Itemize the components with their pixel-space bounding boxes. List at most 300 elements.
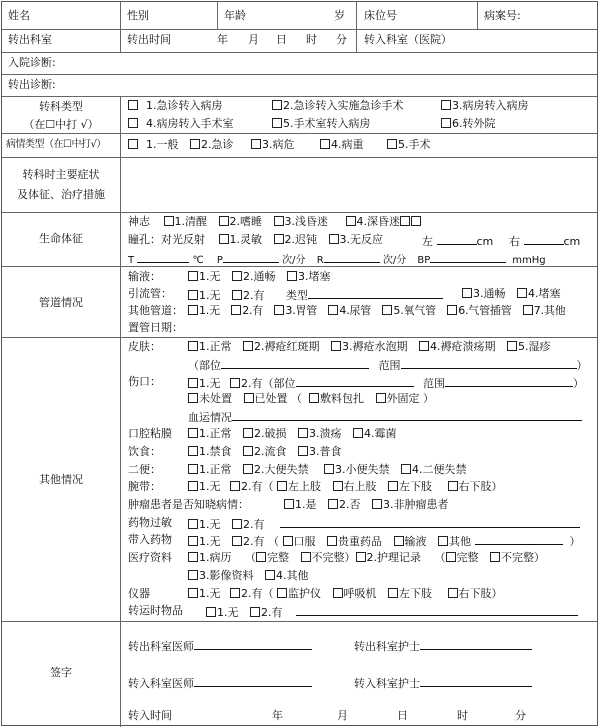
checkbox-icon[interactable]	[128, 118, 138, 128]
condition-option-1[interactable]	[128, 138, 179, 152]
other-label: 其他情况	[39, 473, 83, 486]
excretion-label: 二便：	[128, 463, 161, 476]
bed-label: 床位号	[364, 9, 397, 22]
paren: （	[434, 551, 446, 564]
option-label: 4.其他	[276, 569, 309, 582]
records-line-1	[188, 551, 545, 565]
option-label: 右下肢）	[458, 480, 503, 493]
option-label: 右上肢	[343, 480, 377, 493]
transport-options	[206, 604, 578, 620]
option-label: 2.急诊	[201, 138, 234, 151]
wristband-options	[188, 480, 503, 494]
name-label: 姓名	[8, 9, 30, 22]
checkbox-icon[interactable]	[188, 290, 198, 300]
checkbox-icon[interactable]	[284, 499, 294, 509]
day-label: 日	[276, 33, 287, 46]
checkbox-icon[interactable]	[188, 481, 198, 491]
device-options	[188, 587, 503, 601]
checkbox-icon[interactable]	[188, 552, 198, 562]
skin-site-field[interactable]	[221, 357, 369, 369]
checkbox-icon[interactable]	[372, 499, 382, 509]
option-label: 5.湿疹	[518, 340, 551, 353]
minute-label: 分	[515, 709, 526, 722]
skin-site-row	[188, 357, 588, 373]
divider	[217, 2, 218, 29]
out-dept-label: 转出科室	[8, 33, 52, 46]
checkbox-icon[interactable]	[272, 118, 282, 128]
checkbox-icon[interactable]	[333, 588, 343, 598]
option-label: 3.胃管	[285, 304, 318, 317]
option-label: 3.病房转入病房	[452, 99, 529, 112]
checkbox-icon[interactable]	[301, 552, 311, 562]
paren: ）	[576, 359, 588, 372]
option-label: 1.无	[199, 480, 221, 493]
option-label: 1.无	[199, 377, 221, 390]
option-label: 2.否	[339, 498, 361, 511]
checkbox-icon[interactable]	[206, 607, 216, 617]
skin-label: 皮肤：	[128, 340, 161, 353]
option-label: 1.病历	[199, 551, 232, 564]
checkbox-icon[interactable]	[287, 271, 297, 281]
divider	[2, 52, 597, 53]
label-line: 转科类型	[39, 100, 83, 113]
checkbox-icon[interactable]	[219, 234, 229, 244]
option-label: 1.正常	[199, 427, 232, 440]
blood-label: 血运情况	[188, 411, 232, 424]
option-label: 4.病房转入手术室	[146, 117, 234, 130]
pupil-row	[128, 233, 383, 247]
vitals-row	[128, 251, 546, 268]
checkbox-icon[interactable]	[331, 341, 341, 351]
checkbox-icon[interactable]	[232, 271, 242, 281]
paren: ）	[569, 535, 581, 548]
signature-field-label: 转入科室护士	[354, 677, 420, 690]
option-label: 3.通畅	[473, 287, 506, 300]
checkbox-icon[interactable]	[277, 481, 287, 491]
out-nurse-signature	[354, 638, 532, 654]
oral-options	[188, 427, 397, 441]
checkbox-icon[interactable]	[188, 305, 198, 315]
checkbox-icon[interactable]	[188, 271, 198, 281]
drain-status-options	[462, 287, 561, 301]
checkbox-icon[interactable]	[298, 446, 308, 456]
condition-option-2[interactable]	[190, 138, 234, 152]
checkbox-icon[interactable]	[231, 305, 241, 315]
option-label: 输液	[404, 535, 427, 548]
checkbox-icon[interactable]	[188, 393, 198, 403]
option-label: 5.手术室转入病房	[283, 117, 371, 130]
option-label: 左上肢	[288, 480, 321, 493]
checkbox-icon[interactable]	[232, 519, 242, 529]
admission-diagnosis-label: 入院诊断:	[8, 56, 56, 69]
checkbox-icon[interactable]	[188, 378, 198, 388]
transfer-type-option-6[interactable]	[441, 117, 496, 131]
checkbox-icon[interactable]	[447, 305, 457, 315]
checkbox-icon[interactable]	[274, 216, 284, 226]
checkbox-icon[interactable]	[446, 552, 456, 562]
checkbox-icon[interactable]	[243, 446, 253, 456]
divider	[2, 74, 597, 75]
record-label: 病案号:	[484, 9, 521, 22]
checkbox-icon[interactable]	[232, 536, 242, 546]
divider	[120, 96, 121, 727]
option-label: 3.溃疡	[309, 427, 342, 440]
checkbox-icon[interactable]	[329, 234, 339, 244]
drain-label: 引流管：	[128, 287, 172, 300]
divider	[2, 29, 597, 30]
option-label: 完整	[456, 551, 479, 564]
checkbox-icon[interactable]	[382, 305, 392, 315]
blood-field[interactable]	[232, 409, 582, 421]
checkbox-icon[interactable]	[298, 428, 308, 438]
checkbox-icon[interactable]	[128, 139, 138, 149]
condition-option-5[interactable]	[387, 138, 431, 152]
records-line-2	[188, 569, 309, 583]
option-label: 3.病危	[262, 138, 295, 151]
option-label: 2.急诊转入实施急诊手术	[283, 99, 404, 112]
checkbox-icon[interactable]	[250, 607, 260, 617]
checkbox-icon[interactable]	[188, 536, 198, 546]
option-label: 3.堵塞	[298, 270, 331, 283]
year-label: 年	[272, 709, 283, 722]
tumor-label: 肿瘤患者是否知晓病情：	[128, 498, 249, 511]
wound-treatment-row: 未处置 已处置 （ 敷料包扎 外固定 ）	[188, 392, 434, 406]
records-label: 医疗资料	[128, 551, 172, 564]
checkbox-icon[interactable]	[251, 139, 261, 149]
option-label: 3.小便失禁	[335, 463, 390, 476]
checkbox-icon[interactable]	[274, 234, 284, 244]
in-doctor-signature	[128, 675, 312, 691]
option-label: 监护仪	[288, 587, 321, 600]
checkbox-icon[interactable]	[188, 446, 198, 456]
option-label: 口服	[293, 535, 316, 548]
transport-field[interactable]	[296, 604, 578, 616]
divider	[2, 337, 597, 338]
vital-signs-label: 生命体征	[39, 232, 83, 245]
checkbox-icon[interactable]	[230, 481, 240, 491]
divider	[2, 621, 597, 622]
option-label: 其他	[449, 535, 471, 548]
option-label: 1.正常	[199, 340, 232, 353]
minute-label: 分	[336, 33, 347, 46]
checkbox-icon[interactable]	[441, 100, 451, 110]
option-label: 2.有（	[241, 480, 274, 493]
transfer-type-option-2[interactable]	[272, 99, 404, 113]
transfer-type-option-4[interactable]	[128, 117, 234, 131]
option-label: 2.有（	[241, 587, 274, 600]
option-label: 2.流食	[254, 445, 287, 458]
option-label: 1.无	[199, 535, 221, 548]
checkbox-icon[interactable]	[188, 570, 198, 580]
option-label: 1.无	[199, 518, 221, 531]
infusion-options	[188, 270, 331, 284]
wound-site-field[interactable]	[296, 375, 414, 387]
option-label: 未处置	[199, 392, 232, 405]
out-doctor-field[interactable]	[194, 638, 312, 650]
symptoms-field[interactable]	[122, 159, 596, 210]
signature-label: 签字	[50, 666, 72, 679]
option-label: 2.有（部位	[241, 377, 296, 390]
checkbox-icon[interactable]	[462, 288, 472, 298]
out-time-label: 转出时间	[127, 33, 171, 46]
option-label: 2.嗜睡	[229, 215, 262, 228]
checkbox-icon[interactable]	[441, 118, 451, 128]
option-label: 2.护理记录	[366, 551, 421, 564]
option-label: 2.破损	[254, 427, 287, 440]
option-label: 2.有	[261, 606, 283, 619]
symptoms-label	[2, 165, 120, 205]
other-tubes-options	[188, 304, 566, 318]
divider	[2, 212, 597, 213]
option-label: 2.褥疮红斑期	[254, 340, 320, 353]
checkbox-icon[interactable]	[164, 216, 174, 226]
year-label: 年	[217, 33, 228, 46]
checkbox-icon[interactable]	[401, 464, 411, 474]
diet-label: 饮食：	[128, 445, 161, 458]
pulse-field[interactable]	[223, 251, 279, 263]
checkbox-icon[interactable]	[265, 570, 275, 580]
option-label: 2.迟钝	[284, 233, 317, 246]
checkbox-icon[interactable]	[283, 536, 293, 546]
checkbox-icon[interactable]	[388, 481, 398, 491]
left-label: 左	[422, 235, 433, 248]
option-label: 1.无	[217, 606, 239, 619]
option-label: 4.尿管	[339, 304, 372, 317]
option-label: 1.是	[295, 498, 317, 511]
month-label: 月	[337, 709, 348, 722]
checkbox-icon[interactable]	[243, 428, 253, 438]
checkbox-icon[interactable]	[243, 341, 253, 351]
checkbox-icon[interactable]	[320, 139, 330, 149]
option-label: 2.有	[243, 289, 265, 302]
option-label: 4.病重	[331, 138, 364, 151]
meds-other-field[interactable]	[475, 533, 563, 545]
transfer-type-label	[2, 98, 120, 134]
checkbox-icon[interactable]	[230, 378, 240, 388]
checkbox-icon[interactable]	[277, 588, 287, 598]
checkbox-icon[interactable]	[394, 536, 404, 546]
option-label: 外固定	[386, 392, 420, 405]
checkbox-icon[interactable]	[490, 552, 500, 562]
option-label: 4.霉菌	[364, 427, 397, 440]
infusion-label: 输液：	[128, 270, 161, 283]
option-label: 7.其他	[533, 304, 566, 317]
hour-label: 时	[306, 33, 317, 46]
checkbox-icon[interactable]	[309, 393, 319, 403]
divider	[2, 96, 597, 97]
wound-row	[188, 375, 584, 391]
checkbox-icon[interactable]	[388, 588, 398, 598]
option-label: 2.有 （	[243, 535, 279, 548]
paren: ）	[573, 377, 584, 390]
excretion-options	[188, 463, 467, 477]
option-label: 1.一般	[146, 138, 179, 151]
unit-label: mmHg	[512, 255, 546, 266]
checkbox-icon[interactable]	[188, 464, 198, 474]
option-label: 呼吸机	[343, 587, 377, 600]
checkbox-icon[interactable]	[256, 552, 266, 562]
meds-options	[188, 533, 581, 549]
checkbox-icon[interactable]	[400, 216, 410, 226]
checkbox-icon[interactable]	[328, 499, 338, 509]
option-label: 1.正常	[199, 463, 232, 476]
day-label: 日	[397, 709, 408, 722]
in-doctor-field[interactable]	[194, 675, 312, 687]
checkbox-icon[interactable]	[387, 139, 397, 149]
option-label: 1.禁食	[199, 445, 232, 458]
label-line: 转科时主要症状	[22, 168, 100, 181]
unit-label: ℃	[192, 255, 204, 266]
respiration-field[interactable]	[324, 251, 380, 263]
transfer-type-option-1[interactable]	[128, 99, 223, 113]
option-label: 3.褥疮水泡期	[342, 340, 408, 353]
checkbox-icon[interactable]	[190, 139, 200, 149]
condition-option-3[interactable]	[251, 138, 295, 152]
checkbox-icon[interactable]	[507, 341, 517, 351]
in-time-label: 转入时间	[128, 709, 172, 722]
label-line: 及体征、治疗措施	[17, 188, 105, 201]
checkbox-icon[interactable]	[230, 588, 240, 598]
checkbox-icon[interactable]	[128, 100, 138, 110]
in-nurse-field[interactable]	[420, 675, 532, 687]
site-label: （部位	[188, 359, 221, 372]
option-label: 2.有	[243, 518, 265, 531]
option-label: 3.影像资料	[199, 569, 254, 582]
age-unit: 岁	[334, 9, 345, 22]
checkbox-icon[interactable]	[411, 216, 421, 226]
in-nurse-signature	[354, 675, 532, 691]
out-nurse-field[interactable]	[420, 638, 532, 650]
option-label: 1.灵敏	[229, 233, 262, 246]
option-label: 已处置	[254, 392, 288, 405]
transfer-form	[1, 1, 598, 726]
checkbox-icon[interactable]	[188, 428, 198, 438]
option-label: 左下肢	[399, 480, 432, 493]
checkbox-icon[interactable]	[523, 305, 533, 315]
tube-date-label: 置管日期：	[128, 321, 183, 334]
option-label: 左下肢	[399, 587, 432, 600]
option-label: 1.无	[199, 587, 221, 600]
transfer-type-option-5[interactable]	[272, 117, 371, 131]
unit-label: 次/分	[282, 255, 306, 266]
hour-label: 时	[457, 709, 468, 722]
option-label: 2.通畅	[243, 270, 276, 283]
consciousness-row	[128, 215, 422, 229]
option-label: 2.有	[242, 304, 264, 317]
option-label: 3.无反应	[339, 233, 383, 246]
option-label: 1.无	[199, 304, 220, 317]
blood-pressure-field[interactable]	[430, 251, 506, 263]
condition-type-label: 病情类型（在☐中打√）	[6, 139, 106, 150]
tumor-options	[284, 498, 449, 512]
option-label: 6.气管插管	[458, 304, 512, 317]
wound-range-field[interactable]	[445, 375, 573, 387]
checkbox-icon[interactable]	[448, 481, 458, 491]
option-label: 3.非肿瘤患者	[383, 498, 449, 511]
divider	[2, 157, 597, 158]
unit-label: cm	[476, 235, 494, 248]
checkbox-icon[interactable]	[327, 536, 337, 546]
transfer-type-option-3[interactable]	[441, 99, 529, 113]
option-label: 2.大便失禁	[254, 463, 309, 476]
checkbox-icon[interactable]	[188, 588, 198, 598]
checkbox-icon[interactable]	[243, 464, 253, 474]
range-label: 范围	[378, 359, 401, 372]
r-label: R	[316, 255, 324, 266]
option-label: 完整	[267, 551, 289, 564]
checkbox-icon[interactable]	[376, 393, 386, 403]
condition-option-4[interactable]	[320, 138, 364, 152]
oral-label: 口腔粘膜	[128, 427, 172, 440]
option-label: 5.手术	[398, 138, 431, 151]
allergy-options	[188, 516, 580, 532]
checkbox-icon[interactable]	[324, 464, 334, 474]
checkbox-icon[interactable]	[219, 216, 229, 226]
divider	[477, 2, 478, 29]
drain-type-label: 类型	[286, 289, 308, 302]
skin-range-field[interactable]	[401, 357, 577, 369]
checkbox-icon[interactable]	[188, 341, 198, 351]
option-label: 4.二便失禁	[412, 463, 467, 476]
checkbox-icon[interactable]	[274, 305, 284, 315]
option-label: 1.无	[199, 270, 221, 283]
checkbox-icon[interactable]	[244, 393, 254, 403]
option-label: 4.堵塞	[528, 287, 561, 300]
checkbox-icon[interactable]	[438, 536, 448, 546]
label-line: （在☐中打 √）	[23, 118, 99, 131]
checkbox-icon[interactable]	[346, 216, 356, 226]
month-label: 月	[248, 33, 259, 46]
checkbox-icon[interactable]	[272, 100, 282, 110]
signature-field-label: 转出科室医师	[128, 640, 194, 653]
pupil-label: 瞳孔：对光反射	[128, 233, 205, 246]
option-label: 1.急诊转入病房	[146, 99, 223, 112]
range-label: 范围	[423, 377, 445, 390]
checkbox-icon[interactable]	[328, 305, 338, 315]
checkbox-icon[interactable]	[419, 341, 429, 351]
tubes-label: 管道情况	[39, 296, 83, 309]
drain-type-field[interactable]	[308, 287, 443, 299]
divider	[356, 2, 357, 52]
skin-options	[188, 340, 551, 354]
other-tubes-label: 其他管道：	[128, 304, 183, 317]
checkbox-icon[interactable]	[448, 588, 458, 598]
temperature-field[interactable]	[137, 251, 189, 263]
age-label: 年龄	[224, 9, 246, 22]
option-label: 不完整）	[501, 551, 545, 564]
checkbox-icon[interactable]	[517, 288, 527, 298]
checkbox-icon[interactable]	[188, 519, 198, 529]
unit-label: 次/分	[382, 255, 407, 266]
t-label: T	[128, 255, 135, 266]
checkbox-icon[interactable]	[232, 290, 242, 300]
pupil-right-field[interactable]	[524, 233, 564, 245]
checkbox-icon[interactable]	[333, 481, 343, 491]
blood-row	[188, 409, 582, 425]
in-dept-label: 转入科室（医院）	[364, 33, 452, 46]
signature-field-label: 转入科室医师	[128, 677, 194, 690]
checkbox-icon[interactable]	[353, 428, 363, 438]
option-label: 右下肢）	[458, 587, 503, 600]
pupil-left	[422, 233, 493, 249]
checkbox-icon[interactable]	[356, 552, 366, 562]
transfer-diagnosis-label: 转出诊断:	[8, 78, 56, 91]
pupil-right	[509, 233, 580, 249]
allergy-field[interactable]	[280, 516, 580, 528]
allergy-label: 药物过敏	[128, 516, 172, 529]
option-label: 敷料包扎	[320, 392, 364, 405]
pupil-left-field[interactable]	[437, 233, 477, 245]
